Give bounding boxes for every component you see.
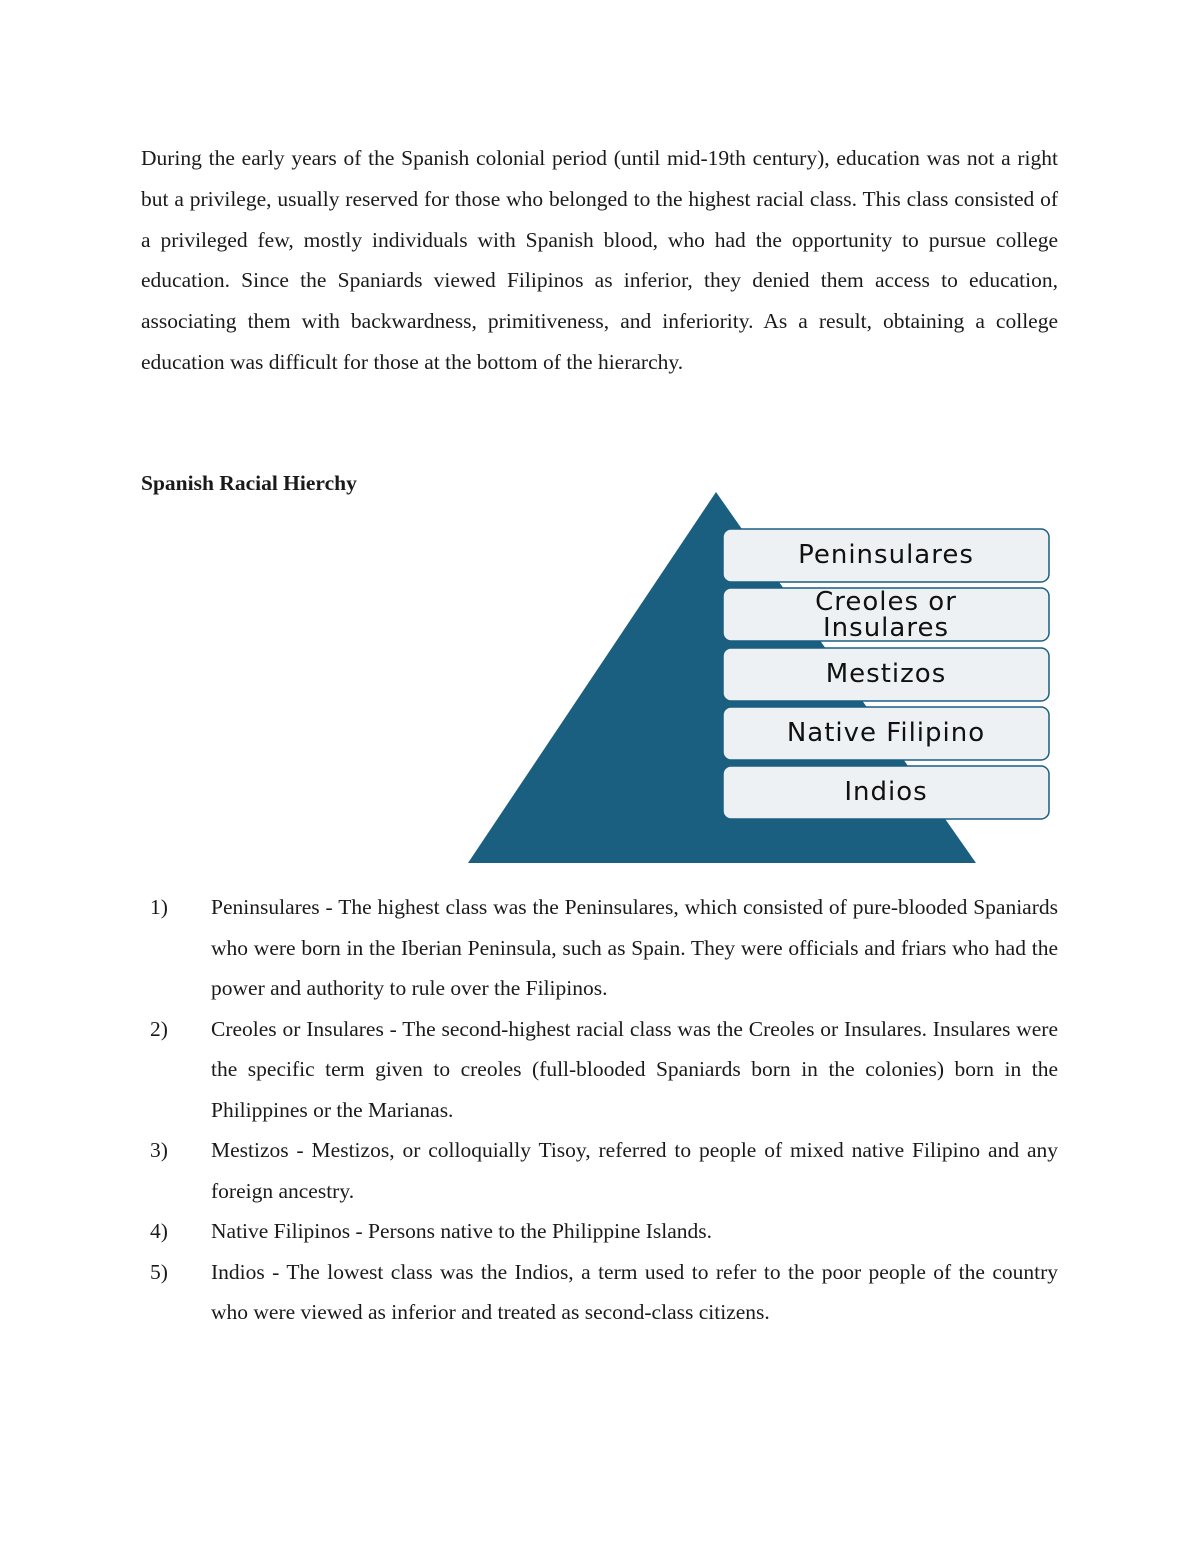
list-item-number: 2) (150, 1016, 168, 1041)
list-item-number: 1) (150, 895, 168, 919)
list-item-text: Indios - The lowest class was the Indios, a term used to refer to the poor people of the country who were viewed as inferior and treated as second-class citizens. (211, 1259, 1058, 1324)
hierarchy-pyramid-diagram (460, 486, 1060, 870)
list-item-number: 4) (150, 1219, 168, 1243)
pyramid-level-label: Creoles or (815, 587, 957, 617)
list-item-number: 5) (150, 1259, 168, 1284)
list-item (141, 887, 1058, 1009)
pyramid-level-label: Indios (844, 777, 928, 807)
pyramid-level-1 (723, 529, 1049, 582)
pyramid-level-label: Mestizos (825, 659, 947, 689)
list-item-text: Native Filipinos - Persons native to the Philippine Islands. (211, 1219, 713, 1243)
list-item (141, 1130, 1058, 1211)
section-heading: Spanish Racial Hierchy (141, 471, 357, 495)
list-item-text: Peninsulares - The highest class was the Peninsulares, which consisted of pure-blooded Spaniards who were born in the Iberian Peninsula, such as Spain. They were officials and friars who had the power and authority to rule over the Filipinos. (211, 895, 1058, 1000)
list-item (141, 1211, 1058, 1252)
pyramid-level-label: Native Filipino (786, 718, 986, 748)
pyramid-level-5 (723, 766, 1049, 819)
list-item-text: Creoles or Insulares - The second-highest racial class was the Creoles or Insulares. Insulares were the specific term given to creoles (full-blooded Spaniards born in the colonies) born in the Philippines or the Marianas. (211, 1016, 1058, 1122)
pyramid-level-label-line2: Insulares (823, 613, 949, 643)
intro-paragraph: During the early years of the Spanish colonial period (until mid-19th century), education was not a right but a privilege, usually reserved for those who belonged to the highest racial class. This class consisted of a privileged few, mostly individuals with Spanish blood, who had the opportunity to pursue college education. Since the Spaniards viewed Filipinos as inferior, they denied them access to education, associating them with backwardness, primitiveness, and inferiority. As a result, obtaining a college education was difficult for those at the bottom of the hierarchy. (141, 146, 1058, 374)
pyramid-level-4 (723, 707, 1049, 760)
list-item-text: Mestizos - Mestizos, or colloquially Tisoy, referred to people of mixed native Filipino and any foreign ancestry. (211, 1138, 1058, 1203)
list-item (141, 1252, 1058, 1333)
pyramid-level-3 (723, 648, 1049, 701)
pyramid-level-label: Peninsulares (798, 540, 974, 570)
pyramid-level-2 (723, 587, 1049, 643)
list-item-number: 3) (150, 1138, 168, 1162)
list-item (141, 1009, 1058, 1131)
racial-class-list (141, 887, 1058, 1333)
